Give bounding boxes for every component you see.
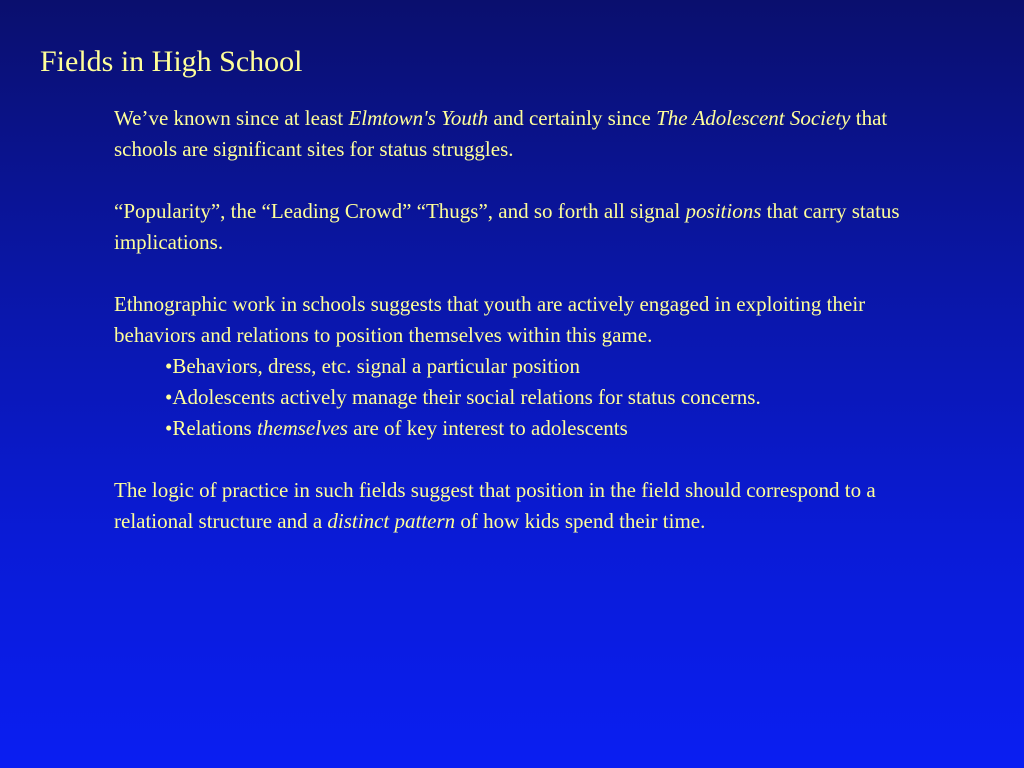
emphasis-themselves: themselves [256, 416, 348, 440]
bullet-item-3-text-c: are of key interest to adolescents [347, 416, 628, 440]
bullet-item-3-text-a: •Relations [165, 416, 257, 440]
paragraph-3 [114, 289, 904, 351]
paragraph-2 [114, 196, 904, 258]
slide-body [114, 103, 904, 537]
paragraph-1-text-a: We’ve known since at least [114, 106, 349, 130]
paragraph-2-text-c: that carry status implications. [114, 199, 900, 254]
paragraph-3-text: Ethnographic work in schools suggests that youth are actively engaged in exploiting their behaviors and relations to position themselves within this game. [114, 292, 866, 347]
bullet-item-2: •Adolescents actively manage their social relations for status concerns. [165, 385, 761, 409]
emphasis-positions: positions [685, 199, 762, 223]
paragraph-4 [114, 475, 904, 537]
paragraph-2-text-a: “Popularity”, the “Leading Crowd” “Thugs”, and so forth all signal [114, 199, 686, 223]
slide-title: Fields in High School [40, 45, 303, 78]
paragraph-4-text-c: of how kids spend their time. [455, 509, 706, 533]
bullet-list [114, 351, 904, 444]
book-title-elmtowns-youth: Elmtown's Youth [348, 106, 489, 130]
paragraph-1-text-c: and certainly since [488, 106, 657, 130]
bullet-item-3 [165, 413, 904, 444]
paragraph-4-text-a: The logic of practice in such fields suggest that position in the field should correspond to a relational structure and a [114, 478, 876, 533]
paragraph-1 [114, 103, 904, 165]
bullet-item-1: •Behaviors, dress, etc. signal a particular position [165, 354, 580, 378]
emphasis-distinct-pattern: distinct pattern [327, 509, 456, 533]
paragraph-1-text-e: that schools are significant sites for status struggles. [114, 106, 888, 161]
book-title-adolescent-society: The Adolescent Society [656, 106, 851, 130]
